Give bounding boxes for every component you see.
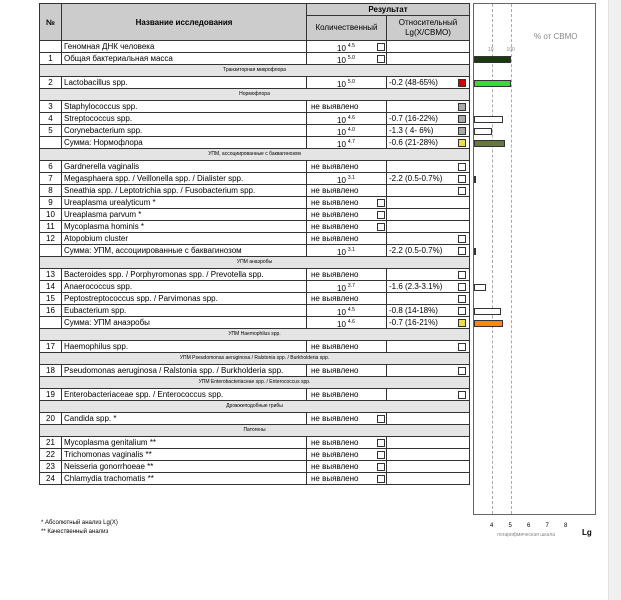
quantitative-cell [307, 197, 387, 209]
status-color-icon [458, 175, 466, 183]
chart-bar [474, 284, 486, 291]
test-name: Enterobacteriaceae spp. / Enterococcus spp. [62, 389, 307, 401]
row-number: 23 [40, 461, 62, 473]
section-row [40, 329, 470, 341]
table-row [40, 113, 470, 125]
quantitative-power [337, 137, 355, 149]
chart-bar [474, 56, 511, 63]
row-number [40, 317, 62, 329]
quantitative-value: не выявлено [311, 210, 359, 219]
relative-value: -0.6 (21-28%) [389, 138, 438, 147]
section-row [40, 353, 470, 365]
row-number: 21 [40, 437, 62, 449]
header-relative [387, 16, 470, 41]
status-color-icon [458, 139, 466, 147]
relative-cell [387, 461, 470, 473]
quantitative-value: не выявлено [311, 462, 359, 471]
section-row [40, 401, 470, 413]
quantitative-cell [307, 161, 387, 173]
quantitative-value: 10 [337, 128, 346, 137]
row-number: 3 [40, 101, 62, 113]
header-name: Название исследования [62, 4, 307, 41]
relative-cell [387, 173, 470, 185]
exponent: 5.0 [347, 79, 355, 85]
relative-cell [387, 341, 470, 353]
section-title: Патогены [40, 425, 470, 437]
quantitative-cell [307, 449, 387, 461]
checkbox-icon [377, 211, 385, 219]
row-number: 4 [40, 113, 62, 125]
table-row [40, 209, 470, 221]
section-row [40, 425, 470, 437]
relative-cell [387, 53, 470, 65]
section-title: УПМ, ассоциированные с баквагинозом [40, 149, 470, 161]
table-row [40, 221, 470, 233]
checkbox-icon [377, 451, 385, 459]
test-name: Trichomonas vaginalis ** [62, 449, 307, 461]
table-row [40, 341, 470, 353]
relative-cell [387, 101, 470, 113]
relative-cell [387, 269, 470, 281]
status-color-icon [458, 247, 466, 255]
quantitative-value: 10 [337, 140, 346, 149]
quantitative-cell [307, 77, 387, 89]
row-number: 1 [40, 53, 62, 65]
section-row [40, 149, 470, 161]
relative-cell [387, 281, 470, 293]
quantitative-cell [307, 185, 387, 197]
relative-cell [387, 245, 470, 257]
quantitative-power [337, 53, 355, 65]
quantitative-value: не выявлено [311, 162, 359, 171]
test-name: Ureaplasma parvum * [62, 209, 307, 221]
chart-axis-tick: 6 [527, 523, 531, 529]
quantitative-value: 10 [337, 116, 346, 125]
status-color-icon [458, 79, 466, 87]
row-number: 15 [40, 293, 62, 305]
row-number [40, 245, 62, 257]
row-number: 8 [40, 185, 62, 197]
relative-cell [387, 293, 470, 305]
test-name: Candida spp. * [62, 413, 307, 425]
chart-bar [474, 320, 503, 327]
chart-axis-tick: 4 [490, 523, 494, 529]
header-relative-line2: Lg(X/СВМО) [405, 28, 451, 37]
chart-bar [474, 80, 511, 87]
test-name: Haemophilus spp. [62, 341, 307, 353]
row-number: 10 [40, 209, 62, 221]
header-result: Результат [307, 4, 470, 16]
quantitative-value: не выявлено [311, 438, 359, 447]
test-name: Staphylococcus spp. [62, 101, 307, 113]
quantitative-value: 10 [337, 284, 346, 293]
test-name: Megasphaera spp. / Veillonella spp. / Dialister spp. [62, 173, 307, 185]
table-row [40, 389, 470, 401]
footnote-absolute: * Абсолютный анализ Lg(X) [41, 520, 118, 526]
relative-cell [387, 113, 470, 125]
quantitative-cell [307, 245, 387, 257]
results-table [39, 3, 470, 485]
table-row [40, 101, 470, 113]
status-color-icon [458, 163, 466, 171]
quantitative-value: 10 [337, 56, 346, 65]
chart-axis-tick: 7 [545, 523, 549, 529]
relative-cell [387, 185, 470, 197]
test-name: Mycoplasma hominis * [62, 221, 307, 233]
section-title: УПМ Pseudomonas aeruginosa / Ralstonia spp. / Burkholderia spp. [40, 353, 470, 365]
table-row [40, 245, 470, 257]
quantitative-cell [307, 269, 387, 281]
row-number: 13 [40, 269, 62, 281]
table-row [40, 293, 470, 305]
relative-cell [387, 125, 470, 137]
test-name: Atopobium cluster [62, 233, 307, 245]
status-color-icon [458, 271, 466, 279]
relative-value: -0.7 (16-22%) [389, 114, 438, 123]
table-row [40, 185, 470, 197]
quantitative-value: 10 [337, 320, 346, 329]
table-row [40, 269, 470, 281]
relative-cell [387, 209, 470, 221]
row-number: 22 [40, 449, 62, 461]
relative-cell [387, 161, 470, 173]
table-row [40, 41, 470, 53]
table-row [40, 461, 470, 473]
status-color-icon [458, 187, 466, 195]
row-number: 16 [40, 305, 62, 317]
test-name: Sneathia spp. / Leptotrichia spp. / Fusobacterium spp. [62, 185, 307, 197]
chart-unit-label: Lg [582, 528, 592, 537]
checkbox-icon [377, 199, 385, 207]
test-name: Общая бактериальная масса [62, 53, 307, 65]
test-name: Streptococcus spp. [62, 113, 307, 125]
test-name: Eubacterium spp. [62, 305, 307, 317]
chart-bar [474, 128, 492, 135]
test-name: Сумма: УПМ, ассоциированные с баквагинозом [62, 245, 307, 257]
test-name: Anaerococcus spp. [62, 281, 307, 293]
status-color-icon [458, 127, 466, 135]
status-color-icon [458, 319, 466, 327]
quantitative-value: не выявлено [311, 414, 359, 423]
quantitative-power [337, 41, 355, 53]
quantitative-cell [307, 101, 387, 113]
row-number: 18 [40, 365, 62, 377]
row-number: 17 [40, 341, 62, 353]
row-number: 11 [40, 221, 62, 233]
relative-cell [387, 305, 470, 317]
table-row [40, 233, 470, 245]
vertical-scrollbar[interactable] [608, 0, 621, 600]
relative-cell [387, 197, 470, 209]
quantitative-value: не выявлено [311, 234, 359, 243]
relative-cell [387, 233, 470, 245]
relative-cell [387, 77, 470, 89]
relative-value: -2.2 (0.5-0.7%) [389, 174, 443, 183]
quantitative-value: не выявлено [311, 294, 359, 303]
quantitative-value: 10 [337, 248, 346, 257]
chart-bar [474, 140, 505, 147]
log-scale-chart [473, 3, 596, 515]
table-row [40, 197, 470, 209]
chart-top-tick: 10 [488, 47, 494, 53]
quantitative-cell [307, 341, 387, 353]
chart-bar [474, 248, 476, 255]
relative-cell [387, 437, 470, 449]
status-color-icon [458, 235, 466, 243]
exponent: 4.5 [347, 43, 355, 49]
quantitative-value: не выявлено [311, 186, 359, 195]
table-row [40, 305, 470, 317]
chart-bar [474, 176, 476, 183]
exponent: 4.5 [347, 307, 355, 313]
test-name: Bacteroides spp. / Porphyromonas spp. / Prevotella spp. [62, 269, 307, 281]
relative-cell [387, 449, 470, 461]
row-number: 12 [40, 233, 62, 245]
header-quantitative: Количественный [307, 16, 387, 41]
quantitative-cell [307, 389, 387, 401]
exponent: 4.7 [347, 139, 355, 145]
exponent: 4.6 [347, 115, 355, 121]
table-row [40, 365, 470, 377]
status-color-icon [458, 307, 466, 315]
relative-cell [387, 473, 470, 485]
quantitative-cell [307, 293, 387, 305]
exponent: 3.1 [347, 247, 355, 253]
quantitative-cell [307, 53, 387, 65]
quantitative-cell [307, 41, 387, 53]
test-name: Сумма: Нормофлора [62, 137, 307, 149]
chart-bar [474, 116, 503, 123]
checkbox-icon [377, 475, 385, 483]
checkbox-icon [377, 439, 385, 447]
quantitative-cell [307, 473, 387, 485]
relative-value: -2.2 (0.5-0.7%) [389, 246, 443, 255]
quantitative-power [337, 245, 355, 257]
relative-cell [387, 389, 470, 401]
row-number: 5 [40, 125, 62, 137]
quantitative-cell [307, 281, 387, 293]
quantitative-power [337, 77, 355, 89]
relative-value: -0.8 (14-18%) [389, 306, 438, 315]
test-name: Chlamydia trachomatis ** [62, 473, 307, 485]
chart-top-tick: 100 [506, 47, 515, 53]
relative-cell [387, 413, 470, 425]
status-color-icon [458, 295, 466, 303]
quantitative-value: не выявлено [311, 474, 359, 483]
quantitative-value: 10 [337, 308, 346, 317]
quantitative-value: 10 [337, 80, 346, 89]
quantitative-value: не выявлено [311, 366, 359, 375]
quantitative-cell [307, 113, 387, 125]
quantitative-power [337, 173, 355, 185]
section-title: Транзиторная микрофлора [40, 65, 470, 77]
section-row [40, 89, 470, 101]
checkbox-icon [377, 223, 385, 231]
test-name: Neisseria gonorrhoeae ** [62, 461, 307, 473]
quantitative-cell [307, 137, 387, 149]
relative-value: -1.3 ( 4- 6%) [389, 126, 434, 135]
relative-cell [387, 137, 470, 149]
footnote-qualitative: ** Качественный анализ [41, 529, 109, 535]
header-relative-line1: Относительный [398, 18, 458, 27]
quantitative-value: не выявлено [311, 102, 359, 111]
quantitative-cell [307, 461, 387, 473]
row-number: 7 [40, 173, 62, 185]
quantitative-value: не выявлено [311, 198, 359, 207]
table-row [40, 413, 470, 425]
quantitative-cell [307, 173, 387, 185]
quantitative-cell [307, 125, 387, 137]
results-body [40, 41, 470, 485]
quantitative-value: не выявлено [311, 222, 359, 231]
table-row [40, 281, 470, 293]
table-row [40, 473, 470, 485]
row-number: 24 [40, 473, 62, 485]
checkbox-icon [377, 43, 385, 51]
status-color-icon [458, 115, 466, 123]
quantitative-cell [307, 413, 387, 425]
section-title: УПМ Haemophilus spp. [40, 329, 470, 341]
row-number: 19 [40, 389, 62, 401]
relative-cell [387, 365, 470, 377]
row-number: 20 [40, 413, 62, 425]
test-name: Сумма: УПМ анаэробы [62, 317, 307, 329]
test-name: Gardnerella vaginalis [62, 161, 307, 173]
quantitative-value: не выявлено [311, 342, 359, 351]
quantitative-cell [307, 365, 387, 377]
table-row [40, 173, 470, 185]
test-name: Lactobacillus spp. [62, 77, 307, 89]
quantitative-cell [307, 233, 387, 245]
row-number: 6 [40, 161, 62, 173]
test-name: Геномная ДНК человека [62, 41, 307, 53]
chart-gridline [511, 4, 512, 514]
quantitative-cell [307, 305, 387, 317]
table-row [40, 449, 470, 461]
status-color-icon [458, 391, 466, 399]
relative-value: -0.7 (16-21%) [389, 318, 438, 327]
chart-axis-name: логарифмическая шкала [497, 532, 556, 538]
chart-percent-label: % от СВМО [534, 32, 578, 41]
checkbox-icon [377, 463, 385, 471]
row-number: 9 [40, 197, 62, 209]
quantitative-power [337, 317, 355, 329]
test-name: Peptostreptococcus spp. / Parvimonas spp. [62, 293, 307, 305]
exponent: 4.0 [347, 127, 355, 133]
quantitative-value: 10 [337, 176, 346, 185]
quantitative-value: не выявлено [311, 390, 359, 399]
test-name: Pseudomonas aeruginosa / Ralstonia spp. / Burkholderia spp. [62, 365, 307, 377]
table-row [40, 125, 470, 137]
quantitative-power [337, 125, 355, 137]
test-name: Corynebacterium spp. [62, 125, 307, 137]
status-color-icon [458, 367, 466, 375]
chart-axis-tick: 8 [564, 523, 568, 529]
chart-axis-tick: 5 [508, 523, 512, 529]
quantitative-value: не выявлено [311, 270, 359, 279]
exponent: 5.0 [347, 55, 355, 61]
quantitative-value: 10 [337, 44, 346, 53]
table-row [40, 161, 470, 173]
checkbox-icon [377, 55, 385, 63]
status-color-icon [458, 103, 466, 111]
relative-value: -0.2 (48-65%) [389, 78, 438, 87]
quantitative-value: не выявлено [311, 450, 359, 459]
table-row [40, 137, 470, 149]
row-number: 2 [40, 77, 62, 89]
row-number: 14 [40, 281, 62, 293]
relative-cell [387, 41, 470, 53]
status-color-icon [458, 343, 466, 351]
quantitative-cell [307, 209, 387, 221]
test-name: Mycoplasma genitalium ** [62, 437, 307, 449]
section-title: Нормофлора [40, 89, 470, 101]
table-row [40, 317, 470, 329]
section-row [40, 257, 470, 269]
checkbox-icon [377, 415, 385, 423]
table-row [40, 53, 470, 65]
relative-value: -1.6 (2.3-3.1%) [389, 282, 443, 291]
quantitative-cell [307, 317, 387, 329]
row-number [40, 137, 62, 149]
quantitative-cell [307, 437, 387, 449]
exponent: 3.7 [347, 283, 355, 289]
status-color-icon [458, 283, 466, 291]
test-name: Ureaplasma urealyticum * [62, 197, 307, 209]
chart-bar [474, 308, 501, 315]
section-row [40, 377, 470, 389]
quantitative-power [337, 305, 355, 317]
relative-cell [387, 221, 470, 233]
section-title: УПМ анаэробы [40, 257, 470, 269]
exponent: 4.6 [347, 319, 355, 325]
table-row [40, 437, 470, 449]
section-title: Дрожжеподобные грибы [40, 401, 470, 413]
header-num: № [40, 4, 62, 41]
row-number [40, 41, 62, 53]
quantitative-power [337, 113, 355, 125]
relative-cell [387, 317, 470, 329]
section-title: УПМ Enterobacteriaceae spp. / Enterococcus spp. [40, 377, 470, 389]
exponent: 3.1 [347, 175, 355, 181]
table-row [40, 77, 470, 89]
quantitative-power [337, 281, 355, 293]
section-row [40, 65, 470, 77]
quantitative-cell [307, 221, 387, 233]
